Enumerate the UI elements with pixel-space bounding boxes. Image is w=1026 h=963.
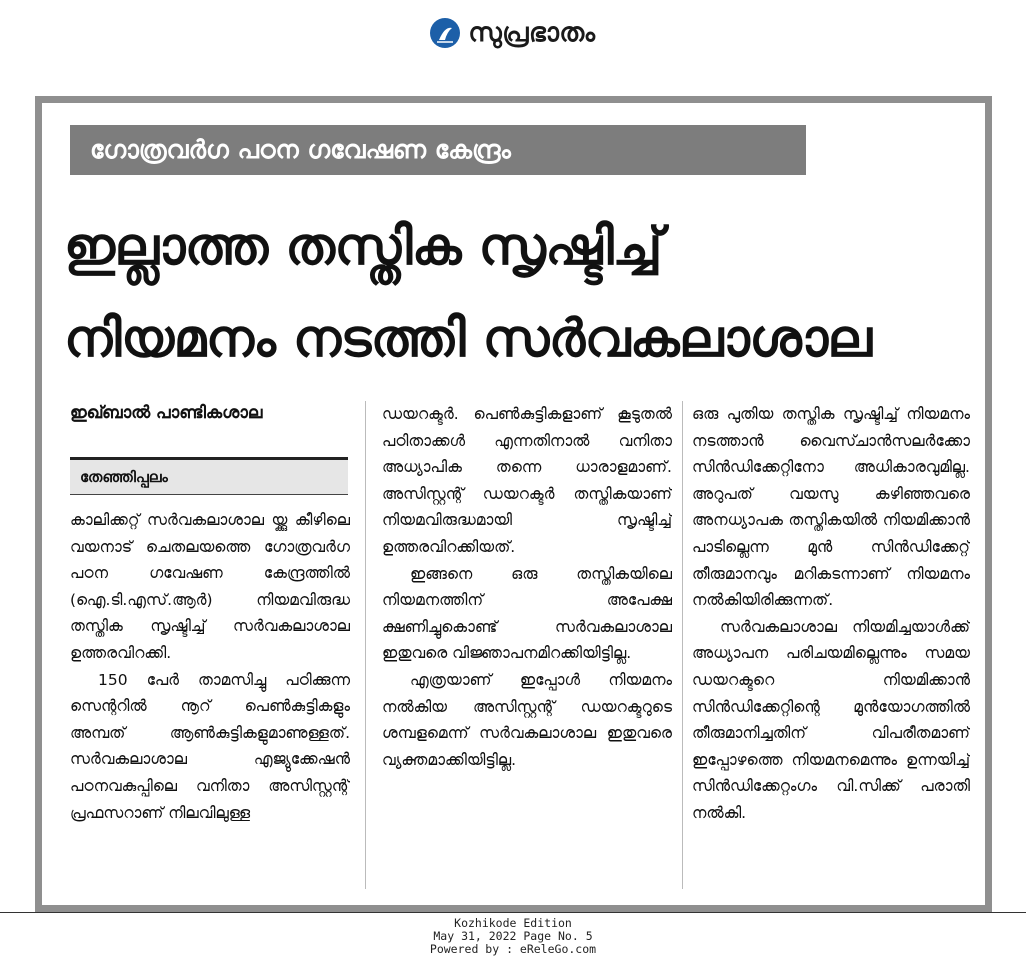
masthead	[0, 10, 1026, 56]
byline: ഇഖ്ബാൽ പാണ്ടികശാല	[70, 403, 263, 423]
article-paragraph: എത്രയാണ് ഇപ്പോൾ നിയമനം നൽകിയ അസിസ്റ്റന്റ് ഡയറക്ടറുടെ ശമ്പളമെന്ന് സർവകലാശാല ഇതുവരെ വ്യക്തമാക്കിയിട്ടില്ല.	[382, 670, 672, 769]
article-frame	[35, 96, 992, 912]
column-divider	[682, 401, 683, 889]
powered-by-label: Powered by : eReleGo.com	[429, 942, 597, 956]
page-footer	[0, 917, 1026, 956]
article-kicker: ഗോത്രവർഗ പഠന ഗവേഷണ കേന്ദ്രം	[70, 125, 806, 175]
headline-line-2: നിയമനം നടത്തി സർവകലാശാല	[64, 309, 872, 369]
article-paragraph: ഇങ്ങനെ ഒരു തസ്തികയിലെ നിയമനത്തിന് അപേക്ഷ ക്ഷണിച്ചുകൊണ്ട് സർവകലാശാല ഇതുവരെ വിജ്ഞാപനമിറക്കിയിട്ടില്ല.	[382, 564, 672, 663]
article-headline	[64, 201, 969, 385]
article-paragraph: ഡയറക്ടർ. പെൺകുട്ടികളാണ് കൂടുതൽ പഠിതാക്കൾ എന്നതിനാൽ വനിതാ അധ്യാപിക തന്നെ ധാരാളമാണ്. അസിസ്റ്റന്റ് ഡയറക്ടർ തസ്തികയാണ് നിയമവിരുദ്ധമായി സൃഷ്ടിച്ച് ഉത്തരവിറക്കിയത്.	[382, 405, 672, 556]
sunrise-logo-icon	[430, 18, 460, 48]
headline-line-1: ഇല്ലാത്ത തസ്തിക സൃഷ്ടിച്ച്	[64, 217, 662, 277]
date-page-label: May 31, 2022 Page No. 5	[433, 929, 593, 943]
dateline: തേഞ്ഞിപ്പലം	[70, 457, 348, 495]
article-paragraph: ഒരു പുതിയ തസ്തിക സൃഷ്ടിച്ച് നിയമനം നടത്താൻ വൈസ്ചാൻസലർക്കോ സിൻഡിക്കേറ്റിനോ അധികാരവുമില്ല. അറുപത് വയസു കഴിഞ്ഞവരെ അനധ്യാപക തസ്തികയിൽ നിയമിക്കാൻ പാടില്ലെന്ന മുൻ സിൻഡിക്കേറ്റ് തീരുമാനവും മറികടന്നാണ് നിയമനം നൽകിയിരിക്കുന്നത്.	[692, 405, 970, 610]
footer-divider	[0, 912, 1026, 913]
article-column-2	[382, 401, 672, 889]
article-column-3	[692, 401, 970, 889]
column-divider	[365, 401, 366, 889]
article-column-1	[70, 507, 350, 877]
edition-label: Kozhikode Edition	[454, 916, 572, 930]
article-paragraph: സർവകലാശാല നിയമിച്ചയാൾക്ക് അധ്യാപന പരിചയമില്ലെന്നും സമയ ഡയറക്ടറെ നിയമിക്കാൻ സിൻഡിക്കേറ്റിന്റെ മുൻയോഗത്തിൽ തീരുമാനിച്ചതിന് വിപരീതമാണ് ഇപ്പോഴത്തെ നിയമനമെന്നും ഉന്നയിച്ച് സിൻഡിക്കേറ്റംഗം വി.സിക്ക് പരാതി നൽകി.	[692, 617, 970, 822]
newspaper-title: സുപ്രഭാതം	[468, 17, 596, 48]
article-paragraph: കാലിക്കറ്റ് സർവകലാശാല യ്ക്കു കീഴിലെ വയനാട് ചെതലയത്തെ ഗോത്രവർഗ പഠന ഗവേഷണ കേന്ദ്രത്തിൽ (ഐ.ടി.എസ്.ആർ) നിയമവിരുദ്ധ തസ്തിക സൃഷ്ടിച്ച് സർവകലാശാല ഉത്തരവിറക്കി.	[70, 511, 350, 662]
article-paragraph: 150 പേർ താമസിച്ചു പഠിക്കുന്ന സെന്ററിൽ നൂറ് പെൺകുട്ടികളും അമ്പത് ആൺകുട്ടികളുമാണുള്ളത്. സർവകലാശാല എജ്യുക്കേഷൻ പഠനവകുപ്പിലെ വനിതാ അസിസ്റ്റന്റ് പ്രഫസറാണ് നിലവിലുള്ള	[70, 670, 350, 822]
